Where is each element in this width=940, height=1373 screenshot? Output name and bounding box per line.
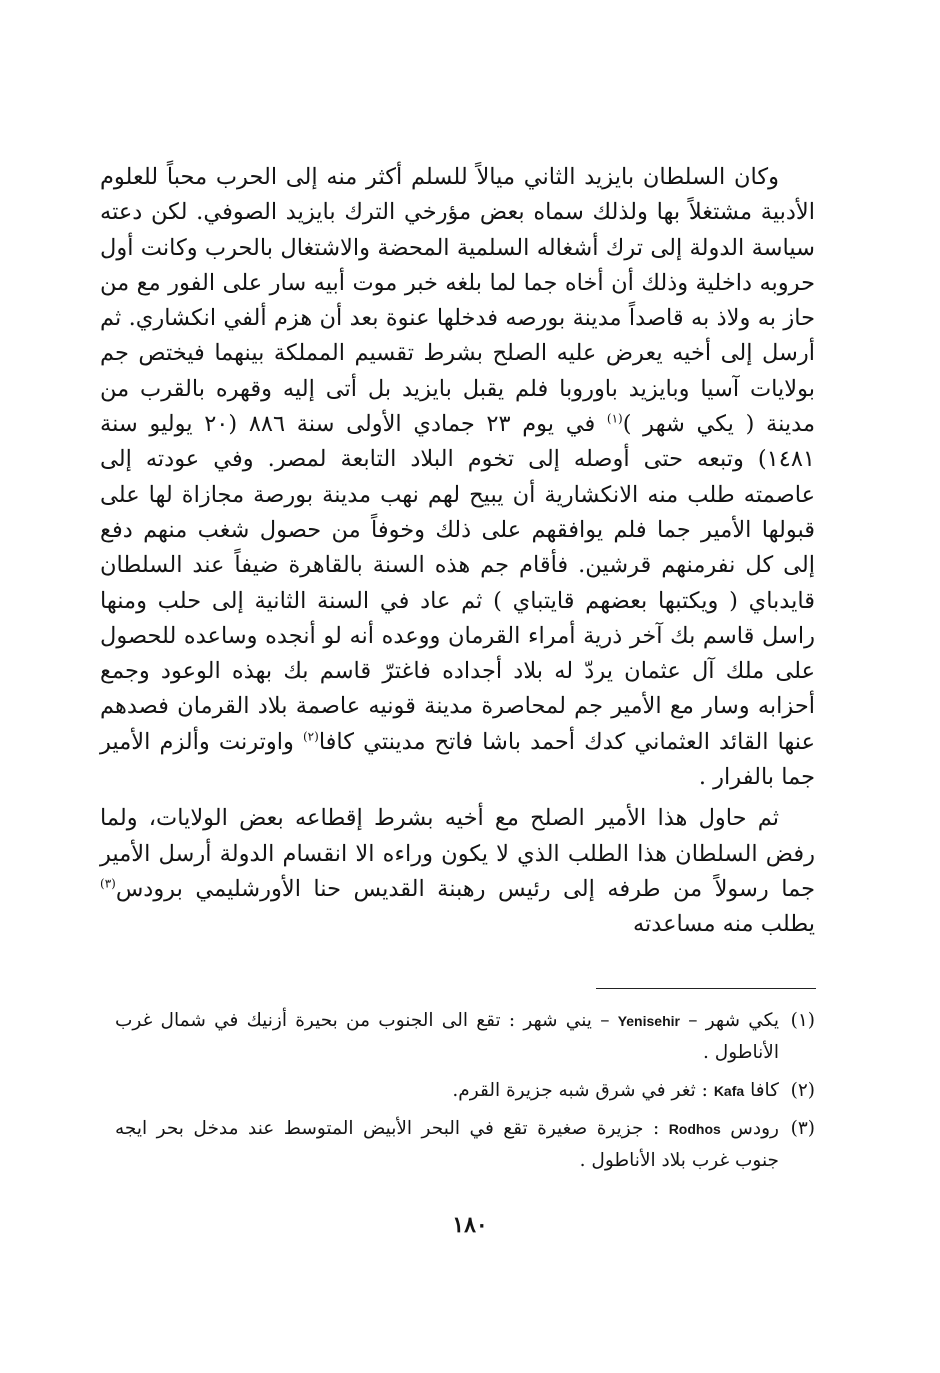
- footnotes: [115, 1005, 815, 1183]
- footnote-ref-1: (١): [606, 411, 623, 426]
- main-text: [100, 160, 815, 943]
- footnote-definition: – يني شهر : تقع الى الجنوب من بحيرة أزنيك في شمال غرب الأناطول .: [115, 1010, 779, 1063]
- footnote-number: (١): [790, 1010, 815, 1031]
- footnote-latin-term: Rodhos: [668, 1121, 721, 1137]
- footnote-3: [115, 1113, 815, 1177]
- paragraph-1-text-a: وكان السلطان بايزيد الثاني ميالاً للسلم أكثر منه إلى الحرب محباً للعلوم الأدبية مشتغلاً بها ولذلك سماه بعض مؤرخي الترك بايزيد الصوفي. لكن دعته سياسة الدولة إلى ترك أشغاله السلمية المحضة والاشتغال بالحرب وكانت أول حروبه داخلية وذلك أن أخاه جما لما بلغه خبر موت أبيه سار على الفور مع من حاز به ولاذ به قاصداً مدينة بورصه فدخلها عنوة بعد أن هزم ألفي انكشاري. ثم أرسل إلى أخيه يعرض عليه الصلح بشرط تقسيم المملكة بينهما فيختص جم بولايات آسيا وبايزيد باوروبا فلم يقبل بايزيد بل أتى إليه وقهره بالقرب من مدينة ( يكي شهر ): [100, 164, 815, 438]
- footnote-text: [115, 1113, 779, 1177]
- footnote-definition: : ثغر في شرق شبه جزيرة القرم.: [452, 1080, 708, 1101]
- footnote-term: رودس: [730, 1118, 779, 1139]
- footnote-latin-term: Yenisehir: [617, 1013, 680, 1029]
- footnote-number: (٣): [790, 1118, 815, 1139]
- footnote-ref-3: (٣): [100, 876, 116, 891]
- footnote-term: كافا: [750, 1080, 779, 1101]
- paragraph-1: [100, 160, 815, 795]
- footnote-1: [115, 1005, 815, 1069]
- paragraph-1-text-b: في يوم ٢٣ جمادي الأولى سنة ٨٨٦ (٢٠ يوليو سنة ١٤٨١) وتبعه حتى أوصله إلى تخوم البلاد التابعة لمصر. وفي عودته إلى عاصمته طلب منه الانكشارية أن يبيح لهم نهب مدينة بورصة مجازاة لها على قبولها الأمير جما فلم يوافقهم على ذلك وخوفاً من حصول شغب منهم دفع إلى كل نفرمنهم قرشين. فأقام جم هذه السنة بالقاهرة ضيفاً عند السلطان قايدباي ( ويكتبها بعضهم قايتباي ) ثم عاد في السنة الثانية إلى حلب ومنها راسل قاسم بك آخر ذرية أمراء القرمان ووعده أنه لو أنجده وساعده للحصول على ملك آل عثمان يردّ له بلاد أجداده فاغترّ قاسم بك بهذه الوعود وجمع أحزابه وسار مع الأمير جم لمحاصرة مدينة قونيه عاصمة بلاد القرمان فصدهم عنها القائد العثماني كدك أحمد باشا فاتح مدينتي كافا: [100, 411, 815, 755]
- footnote-2: [115, 1075, 815, 1107]
- paragraph-2-text-b: يطلب منه مساعدته: [632, 911, 815, 938]
- footnote-divider: [596, 988, 816, 989]
- paragraph-2-text-a: ثم حاول هذا الأمير الصلح مع أخيه بشرط إقطاعه بعض الولايات، ولما رفض السلطان هذا الطلب الذي لا يكون وراءه الا انقسام الدولة أرسل الأمير جما رسولاً من طرفه إلى رئيس رهبنة القديس حنا الأورشليمي برودس: [100, 805, 815, 902]
- paragraph-2: [100, 801, 815, 942]
- footnote-number: (٢): [790, 1080, 815, 1101]
- footnote-term: يكي شهر –: [688, 1010, 779, 1031]
- footnote-text: [115, 1075, 779, 1107]
- page-number: ١٨٠: [452, 1212, 488, 1238]
- footnote-latin-term: Kafa: [713, 1083, 745, 1099]
- paragraph-1-text-c: واوترنت وألزم الأمير جما بالفرار .: [100, 728, 815, 791]
- footnote-definition: : جزيرة صغيرة تقع في البحر الأبيض المتوسط عند مدخل بحر ايجه جنوب غرب بلاد الأناطول .: [115, 1118, 779, 1171]
- footnote-ref-2: (٢): [302, 729, 319, 744]
- footnote-text: [115, 1005, 779, 1069]
